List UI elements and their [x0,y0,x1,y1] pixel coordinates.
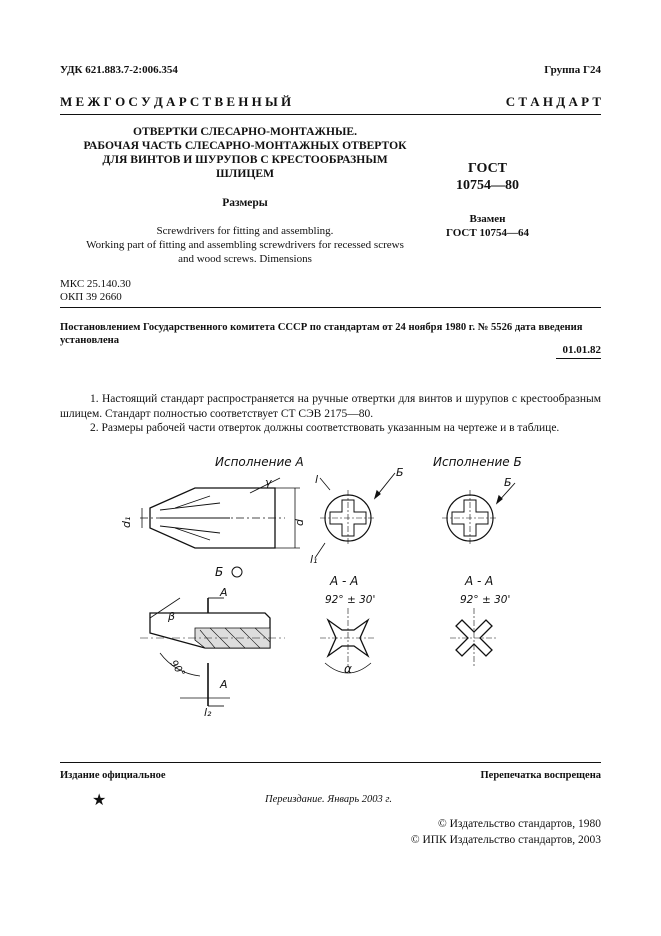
end-view-a [310,466,404,566]
okp-code: ОКП 39 2660 [60,291,122,303]
english-title-line: and wood screws. Dimensions [178,253,312,265]
title-line: РАБОЧАЯ ЧАСТЬ СЛЕСАРНО-МОНТАЖНЫХ ОТВЕРТОК [83,139,407,152]
reprint-prohibited: Перепечатка воспрещена [480,770,601,781]
official-edition: Издание официальное [60,770,166,781]
star-mark: ★ [92,792,107,809]
footer-rule [60,762,601,763]
angle-label-2: 92° ± 30' [460,594,511,606]
decree-text: Постановлением Государственного комитета СССР по стандартам от 24 ноября 1980 г. № 5526 дата введения установлена [60,322,583,346]
label-l1: l₁ [310,553,318,566]
title-line: ШЛИЦЕМ [215,167,275,180]
udk-code: УДК 621.883.7-2:006.354 [60,64,178,76]
label-d1: d₁ [120,516,133,528]
replaces-label: Взамен [469,213,506,225]
date-underline [556,358,601,359]
english-title-line: Working part of fitting and assembling screwdrivers for recessed screws [86,239,404,251]
label-beta: β [168,610,176,623]
standard-banner [60,94,601,110]
english-title [60,224,430,266]
angle-label: 92° ± 30' [325,594,376,606]
version-b-label: Исполнение Б [433,455,522,469]
section-rule [60,307,601,308]
technical-drawing [120,448,560,718]
label-a-top: А [220,586,228,599]
reprint-note: Переиздание. Январь 2003 г. [265,794,392,805]
version-a-label: Исполнение А [215,455,304,469]
longitudinal-section [140,586,285,718]
label-90: 90° [167,658,187,680]
title-line: ДЛЯ ВИНТОВ И ШУРУПОВ С КРЕСТООБРАЗНЫМ [102,153,388,166]
banner-word-interstate: М Е Ж Г О С У Д А Р С Т В Е Н Н Ы Й [60,94,292,109]
label-gamma: γ [265,476,272,489]
label-l: l [315,473,319,486]
label-alpha: α [344,662,352,676]
gost-number-block [430,160,545,194]
label-l2: l₂ [204,706,212,718]
tip-side-view [120,476,306,548]
section-aa-a [320,608,376,676]
view-b-label: Б [215,565,224,579]
label-d: d [293,519,306,526]
header-rule [60,114,601,115]
english-title-line: Screwdrivers for fitting and assembling. [156,225,334,237]
document-subtitle: Размеры [222,197,268,209]
arrow-b-label-2: Б [504,476,512,489]
paragraph-2: 2. Размеры рабочей части отверток должны соответствовать указанным на чертеже и в таблице. [90,422,560,434]
gost-label: ГОСТ [467,161,508,176]
title-line: ОТВЕРТКИ СЛЕСАРНО-МОНТАЖНЫЕ. [132,125,358,138]
copyright-1980: © Издательство стандартов, 1980 [437,818,601,830]
label-a-bottom: А [220,678,228,691]
replaces-number: ГОСТ 10754—64 [446,227,529,239]
banner-word-standard: С Т А Н Д А Р Т [505,94,601,109]
view-symbol [232,567,242,577]
mks-code: МКС 25.140.30 [60,278,131,290]
group-code: Группа Г24 [544,64,601,76]
gost-number: 10754—80 [456,178,519,193]
copyright-2003: © ИПК Издательство стандартов, 2003 [410,834,601,846]
arrow-b-label: Б [396,466,404,479]
section-aa-b [450,608,498,668]
section-aa-label-2: А - А [465,574,494,588]
replaces-block [430,212,545,240]
section-aa-label: А - А [330,574,359,588]
end-view-b [442,476,515,546]
effective-date: 01.01.82 [562,344,601,356]
document-title [60,125,430,181]
classification-codes [60,278,131,304]
paragraph-1: 1. Настоящий стандарт распространяется на ручные отвертки для винтов и шурупов с крестообразным шлицем. Стандарт полностью соответствует СТ СЭВ 2175—80. [60,393,601,420]
